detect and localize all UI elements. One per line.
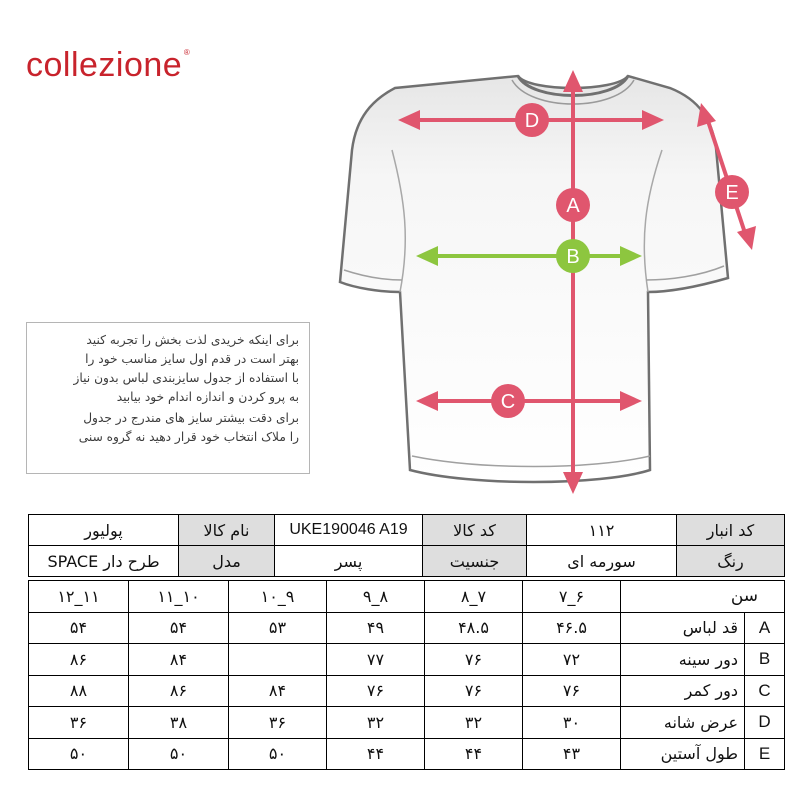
size-cell: ۳۶ <box>229 707 327 739</box>
brand-logo <box>26 46 191 85</box>
product-name-value: پولیور <box>29 515 179 546</box>
row-label: دور کمر <box>621 675 745 707</box>
row-key: A <box>745 612 785 644</box>
model-label: مدل <box>179 546 275 577</box>
age-range: ۹_۱۰ <box>229 581 327 613</box>
size-cell: ۳۶ <box>29 707 129 739</box>
product-info-row <box>29 515 785 546</box>
size-cell: ۸۸ <box>29 675 129 707</box>
size-row-a <box>29 612 785 644</box>
size-cell: ۳۰ <box>523 707 621 739</box>
row-key: D <box>745 707 785 739</box>
size-cell: ۴۴ <box>327 738 425 770</box>
size-cell: ۷۲ <box>523 644 621 676</box>
note-line: به پرو کردن و اندازه اندام خود بیابید <box>116 390 299 404</box>
label-c: C <box>500 391 516 413</box>
size-cell: ۳۸ <box>129 707 229 739</box>
size-guide-note <box>26 322 310 474</box>
size-cell: ۸۴ <box>229 675 327 707</box>
color-value: سورمه ای <box>527 546 677 577</box>
note-line: با استفاده از جدول سایزبندی لباس بدون نیاز <box>73 371 299 385</box>
label-b: B <box>566 246 580 268</box>
size-cell: ۵۰ <box>29 738 129 770</box>
size-cell: ۴۳ <box>523 738 621 770</box>
size-cell: ۸۴ <box>129 644 229 676</box>
gender-value: پسر <box>275 546 423 577</box>
size-cell: ۳۲ <box>327 707 425 739</box>
model-value: طرح دار SPACE <box>29 546 179 577</box>
product-code-value: UKE190046 A19 <box>275 515 423 546</box>
size-row-d <box>29 707 785 739</box>
row-label: قد لباس <box>621 612 745 644</box>
age-range: ۱۱_۱۲ <box>29 581 129 613</box>
age-header: سن <box>621 581 785 613</box>
size-cell: ۴۸.۵ <box>425 612 523 644</box>
size-cell: ۵۳ <box>229 612 327 644</box>
product-info-table <box>28 514 785 577</box>
size-cell: ۷۷ <box>327 644 425 676</box>
note-line: را ملاک انتخاب خود قرار دهید نه گروه سنی <box>78 430 299 444</box>
size-cell: ۴۹ <box>327 612 425 644</box>
label-d: D <box>524 110 540 132</box>
age-range: ۶_۷ <box>523 581 621 613</box>
product-code-label: کد کالا <box>423 515 527 546</box>
label-e: E <box>725 182 739 204</box>
size-row-c <box>29 675 785 707</box>
note-line: برای اینکه خریدی لذت بخش را تجربه کنید <box>86 333 299 347</box>
size-cell: ۳۲ <box>425 707 523 739</box>
note-line: برای دقت بیشتر سایز های مندرج در جدول <box>83 411 299 425</box>
age-range: ۷_۸ <box>425 581 523 613</box>
size-cell: ۴۴ <box>425 738 523 770</box>
row-label: دور سینه <box>621 644 745 676</box>
size-cell: ۷۶ <box>425 675 523 707</box>
age-range: ۸_۹ <box>327 581 425 613</box>
row-key: B <box>745 644 785 676</box>
row-label: طول آستین <box>621 738 745 770</box>
warehouse-code-label: کد انبار <box>677 515 785 546</box>
label-a: A <box>566 195 580 217</box>
size-cell: ۵۰ <box>229 738 327 770</box>
row-key: E <box>745 738 785 770</box>
product-info-row <box>29 546 785 577</box>
size-cell: ۵۴ <box>29 612 129 644</box>
size-cell <box>229 644 327 676</box>
size-cell: ۷۶ <box>327 675 425 707</box>
product-name-label: نام کالا <box>179 515 275 546</box>
row-key: C <box>745 675 785 707</box>
age-range: ۱۰_۱۱ <box>129 581 229 613</box>
registered-mark: ® <box>183 48 191 57</box>
size-cell: ۵۰ <box>129 738 229 770</box>
size-cell: ۸۶ <box>129 675 229 707</box>
size-row-b <box>29 644 785 676</box>
size-chart-table <box>28 580 785 770</box>
size-header-row <box>29 581 785 613</box>
size-row-e <box>29 738 785 770</box>
row-label: عرض شانه <box>621 707 745 739</box>
size-cell: ۷۶ <box>523 675 621 707</box>
note-line: بهتر است در قدم اول سایز مناسب خود را <box>85 352 299 366</box>
gender-label: جنسیت <box>423 546 527 577</box>
size-cell: ۴۶.۵ <box>523 612 621 644</box>
brand-name: collezione <box>26 46 183 84</box>
size-cell: ۷۶ <box>425 644 523 676</box>
warehouse-code-value: ۱۱۲ <box>527 515 677 546</box>
size-cell: ۵۴ <box>129 612 229 644</box>
color-label: رنگ <box>677 546 785 577</box>
tshirt-measurement-diagram <box>320 60 760 500</box>
size-cell: ۸۶ <box>29 644 129 676</box>
